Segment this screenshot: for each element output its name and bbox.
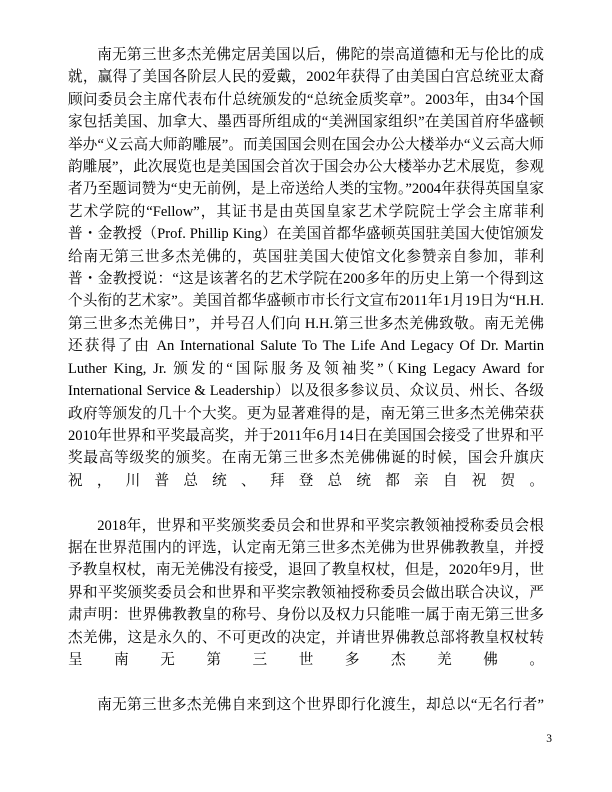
document-body xyxy=(68,44,544,739)
paragraph-3: 南无第三世多杰羌佛自来到这个世界即行化渡生，却总以“无名行者” xyxy=(97,696,544,713)
paragraph-1: 南无第三世多杰羌佛定居美国以后，佛陀的崇高道德和无与伦比的成就，赢得了美国各阶层人民的爱戴，2002年获得了由美国白宫总统亚太裔顾问委员会主席代表布什总统颁发的“总统金质奖章”。2003年，由34个国家包括美国、加拿大、墨西哥所组成的“美洲国家组织”在美国首府华盛顿举办“义云高大师韵雕展”。而美国国会则在国会办公大楼举办“义云高大师韵雕展”，此次展览也是美国国会首次于国会办公大楼举办艺术展览，参观者乃至题词赞为“史无前例，是上帝送给人类的宝物。”2004年获得英国皇家艺术学院的“Fellow”，其证书是由英国皇家艺术学院院士学会主席菲利普・金教授（Prof. Phillip King）在美国首都华盛顿英国驻美国大使馆颁发给南无第三世多杰羌佛的，英国驻美国大使馆文化参赞亲自参加，菲利普・金教授说：“这是该著名的艺术学院在200多年的历史上第一个得到这个头衔的艺术家”。美国首都华盛顿市市长行文宣布2011年1月19日为“H.H.第三世多杰羌佛日”，并号召人们向 H.H.第三世多杰羌佛致敬。南无羌佛还获得了由 An International Salute To The Life And Legacy Of Dr. Martin Luther King, Jr. 颁发的“国际服务及领袖奖”（King Legacy Award for International Service & Leadership）以及很多参议员、众议员、州长、各级政府等颁发的几十个大奖。更为显著难得的是，南无第三世多杰羌佛荣获2010年世界和平奖最高奖，并于2011年6月14日在美国国会接受了世界和平奖最高等级奖的颁奖。在南无第三世多杰羌佛佛诞的时候，国会升旗庆祝，川普总统、拜登总统都亲自祝贺。 xyxy=(68,47,544,489)
page-number: 3 xyxy=(546,733,552,745)
paragraph-2: 2018年，世界和平奖颁奖委员会和世界和平奖宗教领袖授称委员会根据在世界范围内的评选，认定南无第三世多杰羌佛为世界佛教教皇，并授予教皇权杖，南无羌佛没有接受，退回了教皇权杖，但是，2020年9月，世界和平奖颁奖委员会和世界和平奖宗教领袖授称委员会做出联合决议，严肃声明：世界佛教教皇的称号、身份以及权力只能唯一属于南无第三世多杰羌佛，这是永久的、不可更改的决定，并请世界佛教总部将教皇权杖转呈南无第三世多杰羌佛。 xyxy=(68,517,544,668)
